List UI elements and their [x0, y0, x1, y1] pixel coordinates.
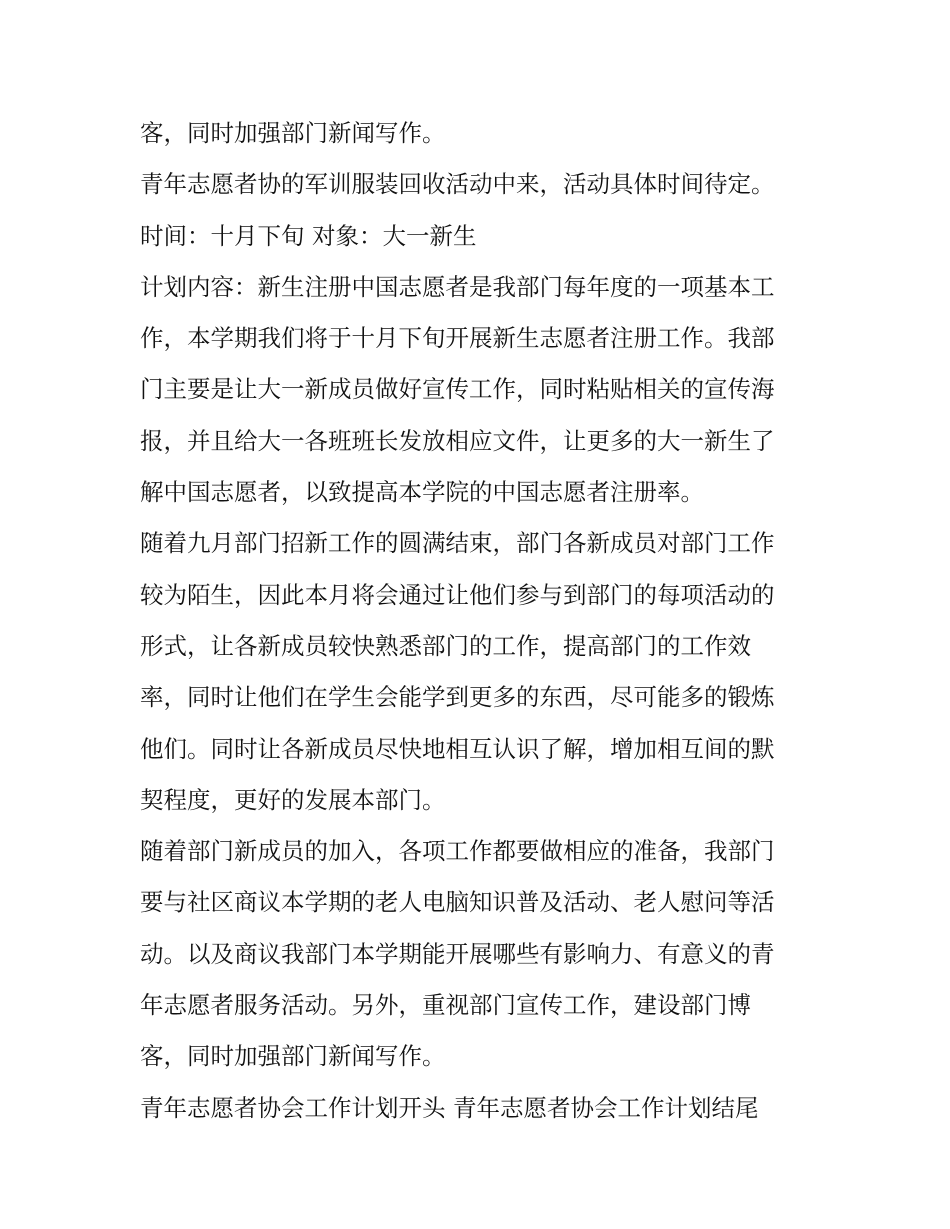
- text-line: 动。以及商议我部门本学期能开展哪些有影响力、有意义的青: [140, 939, 775, 968]
- text-line: 客，同时加强部门新闻写作。: [140, 1042, 446, 1071]
- text-line: 契程度，更好的发展本部门。: [140, 785, 446, 814]
- text-line: 形式，让各新成员较快熟悉部门的工作，提高部门的工作效: [140, 631, 751, 660]
- text-line: 门主要是让大一新成员做好宣传工作，同时粘贴相关的宣传海: [140, 375, 775, 404]
- text-line: 计划内容：新生注册中国志愿者是我部门每年度的一项基本工: [140, 272, 775, 301]
- text-line: 随着九月部门招新工作的圆满结束，部门各新成员对部门工作: [140, 529, 775, 558]
- text-line: 青年志愿者协的军训服装回收活动中来，活动具体时间待定。: [140, 170, 775, 199]
- text-line: 作，本学期我们将于十月下旬开展新生志愿者注册工作。我部: [140, 324, 775, 353]
- text-line: 青年志愿者协会工作计划开头 青年志愿者协会工作计划结尾: [140, 1093, 759, 1122]
- text-line: 较为陌生，因此本月将会通过让他们参与到部门的每项活动的: [140, 580, 775, 609]
- text-line: 客，同时加强部门新闻写作。: [140, 119, 446, 147]
- text-line: 年志愿者服务活动。另外，重视部门宣传工作，建设部门博: [140, 991, 751, 1020]
- text-line: 要与社区商议本学期的老人电脑知识普及活动、老人慰问等活: [140, 888, 775, 917]
- text-line: 率，同时让他们在学生会能学到更多的东西，尽可能多的锻炼: [140, 683, 775, 712]
- text-line: 报，并且给大一各班班长发放相应文件，让更多的大一新生了: [140, 426, 775, 455]
- document-body: [140, 108, 820, 1134]
- text-line: 随着部门新成员的加入，各项工作都要做相应的准备，我部门: [140, 837, 775, 866]
- text-line: 解中国志愿者，以致提高本学院的中国志愿者注册率。: [140, 478, 704, 507]
- text-line: 他们。同时让各新成员尽快地相互认识了解，增加相互间的默: [140, 734, 775, 763]
- text-line: 时间：十月下旬 对象：大一新生: [140, 221, 477, 250]
